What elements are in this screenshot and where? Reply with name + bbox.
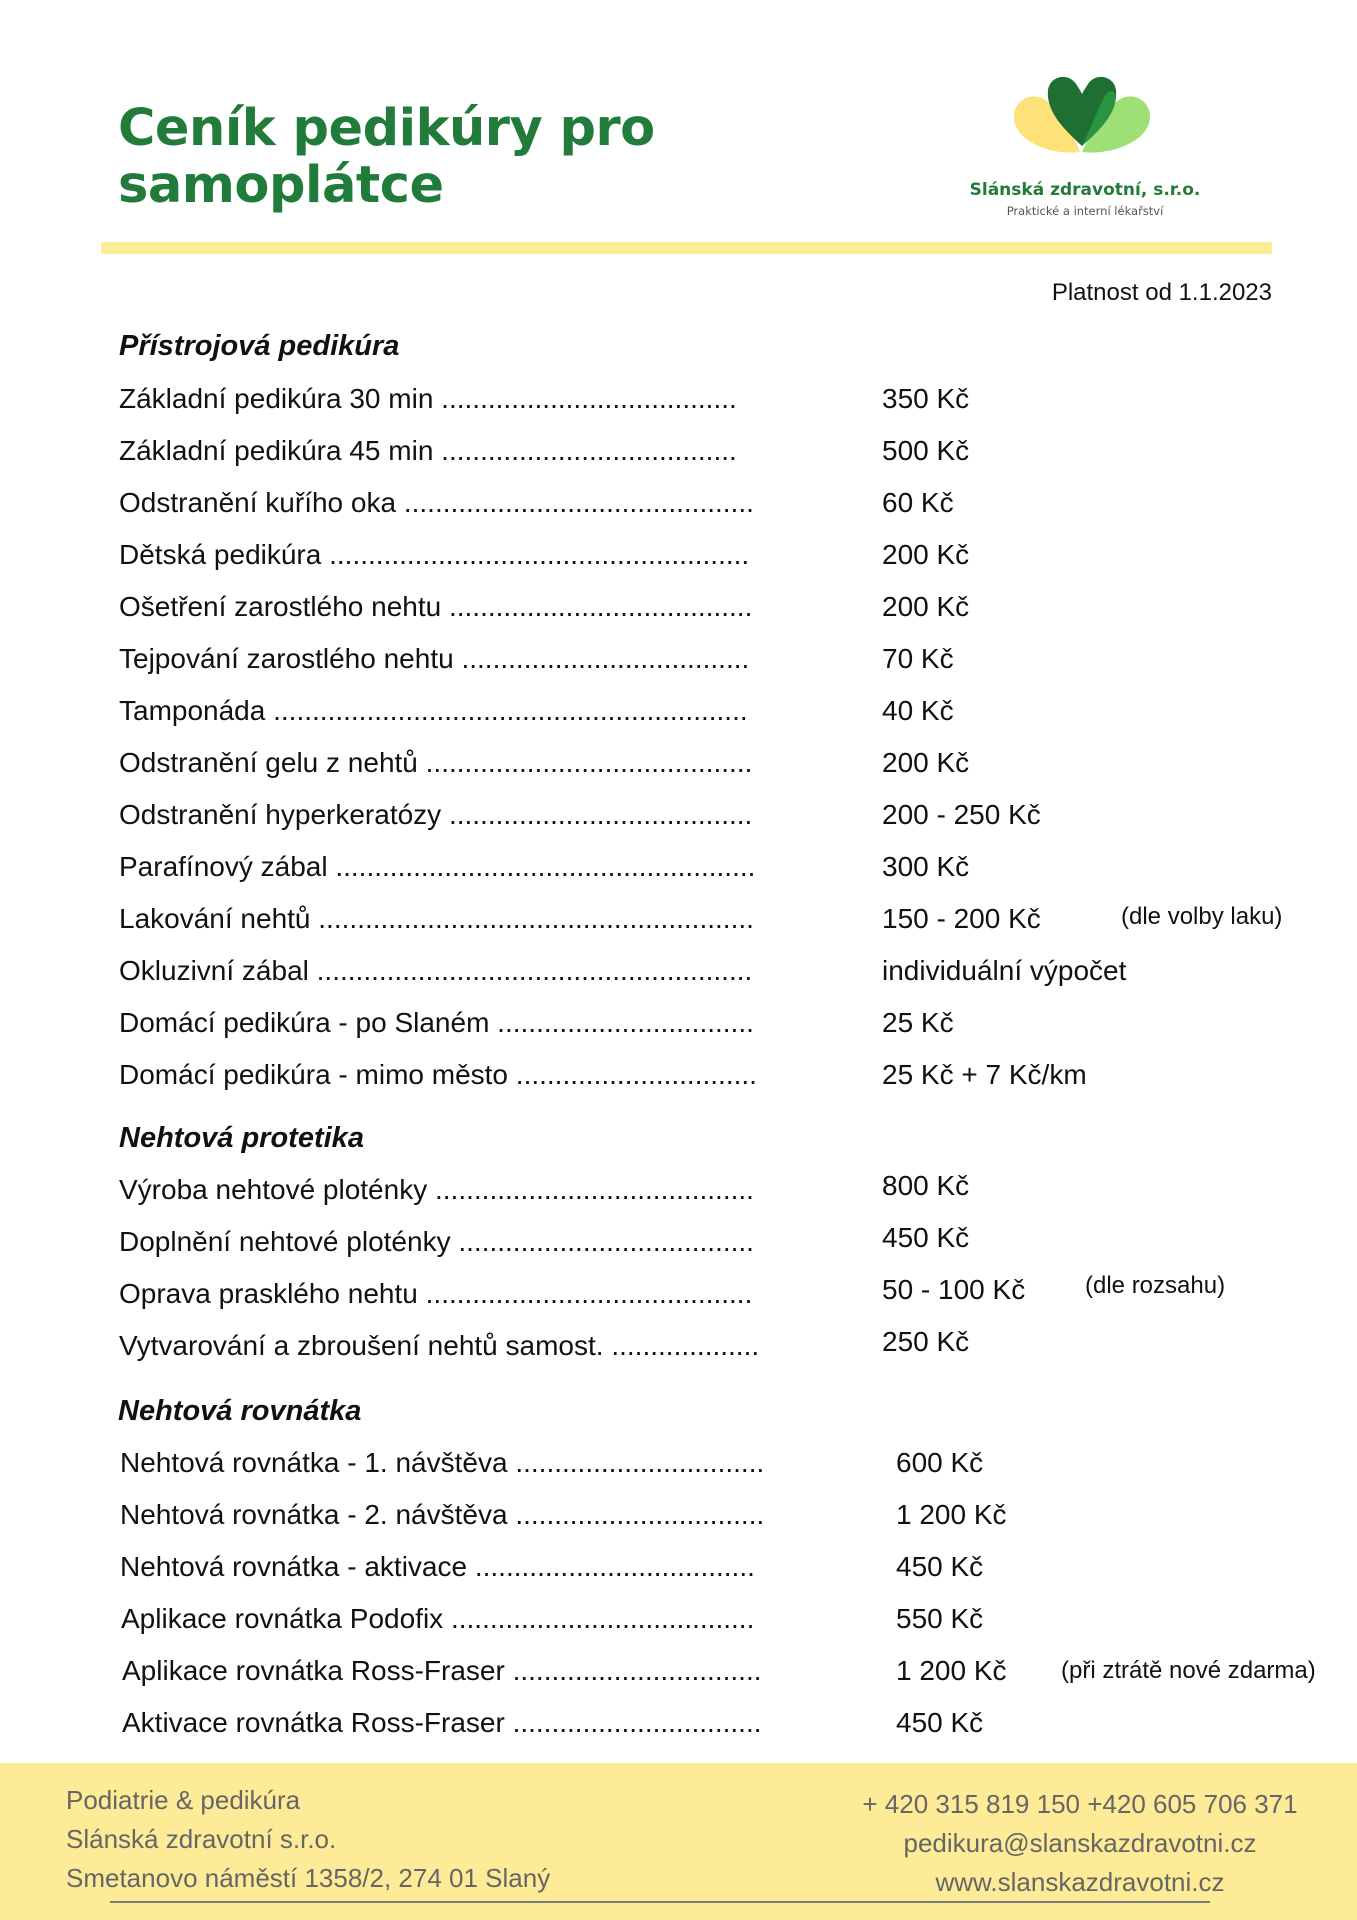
service-price: 25 Kč [882, 1007, 954, 1038]
price-note: (při ztrátě nové zdarma) [1061, 1657, 1316, 1684]
service-price: 200 Kč [882, 591, 970, 622]
header-divider [101, 242, 1272, 254]
service-label: Aplikace rovnátka Podofix ....................................... [121, 1603, 755, 1634]
footer-underline [110, 1901, 1210, 1903]
footer-department: Podiatrie & pedikúra [66, 1785, 301, 1815]
footer-email: pedikura@slanskazdravotni.cz [903, 1828, 1257, 1858]
company-logo [960, 70, 1210, 230]
service-label: Nehtová rovnátka - 2. návštěva ................................ [120, 1499, 765, 1530]
service-label: Ošetření zarostlého nehtu ....................................... [119, 591, 753, 622]
service-label: Oprava prasklého nehtu .......................................... [119, 1278, 753, 1309]
footer-address-block [66, 1781, 550, 1898]
service-price: 150 - 200 Kč [882, 903, 1041, 934]
validity-date: Platnost od 1.1.2023 [1051, 279, 1272, 306]
footer-website: www.slanskazdravotni.cz [935, 1867, 1225, 1897]
service-price: 1 200 Kč [896, 1499, 1007, 1530]
service-label: Odstranění kuřího oka ............................................. [119, 487, 754, 518]
price-note: (dle rozsahu) [1085, 1272, 1226, 1299]
service-price: 25 Kč + 7 Kč/km [882, 1059, 1087, 1090]
service-price: 1 200 Kč [896, 1655, 1007, 1686]
service-price: 40 Kč [882, 695, 954, 726]
service-label: Základní pedikúra 45 min ...................................... [119, 435, 737, 466]
page-title [118, 100, 655, 214]
footer-phones: + 420 315 819 150 +420 605 706 371 [862, 1789, 1298, 1819]
service-label: Tamponáda ............................................................. [119, 695, 748, 726]
service-label: Parafínový zábal ...................................................... [119, 851, 756, 882]
service-price: 250 Kč [882, 1326, 970, 1357]
service-label: Domácí pedikúra - po Slaném ................................. [119, 1007, 754, 1038]
service-price: 60 Kč [882, 487, 954, 518]
footer-contact-block [830, 1785, 1330, 1902]
service-label: Doplnění nehtové ploténky ...................................... [119, 1226, 754, 1257]
logo-company-name: Slánská zdravotní, s.r.o. [969, 180, 1201, 200]
service-price: 70 Kč [882, 643, 954, 674]
service-label: Nehtová rovnátka - 1. návštěva ................................ [120, 1447, 765, 1478]
service-label: Domácí pedikúra - mimo město ............................... [119, 1059, 757, 1090]
service-price: 300 Kč [882, 851, 970, 882]
service-label: Odstranění gelu z nehtů .......................................... [119, 747, 753, 778]
section-title-instrumental: Přístrojová pedikúra [119, 330, 400, 362]
service-label: Aplikace rovnátka Ross-Fraser ................................ [122, 1655, 762, 1686]
section-title-nail-braces: Nehtová rovnátka [118, 1395, 362, 1427]
price-note: (dle volby laku) [1121, 903, 1283, 930]
service-price: 550 Kč [896, 1603, 984, 1634]
service-price: 450 Kč [882, 1222, 970, 1253]
service-price: 500 Kč [882, 435, 970, 466]
service-label: Aktivace rovnátka Ross-Fraser ................................ [122, 1707, 762, 1738]
service-price: 800 Kč [882, 1170, 970, 1201]
service-price: individuální výpočet [882, 955, 1127, 986]
footer-address: Smetanovo náměstí 1358/2, 274 01 Slaný [66, 1863, 551, 1893]
title-line-2: samoplátce [118, 156, 444, 215]
service-price: 200 Kč [882, 539, 970, 570]
service-label: Vytvarování a zbroušení nehtů samost. ................... [119, 1330, 760, 1361]
service-price: 450 Kč [896, 1551, 984, 1582]
service-label: Nehtová rovnátka - aktivace .................................... [120, 1551, 755, 1582]
service-price: 50 - 100 Kč [882, 1274, 1026, 1305]
service-label: Odstranění hyperkeratózy ....................................... [119, 799, 753, 830]
footer-company: Slánská zdravotní s.r.o. [66, 1824, 337, 1854]
service-price: 350 Kč [882, 383, 970, 414]
service-label: Okluzivní zábal ........................................................ [119, 955, 753, 986]
service-price: 200 Kč [882, 747, 970, 778]
service-label: Tejpování zarostlého nehtu ..................................... [119, 643, 750, 674]
logo-subtitle: Praktické a interní lékařství [1006, 204, 1164, 218]
service-label: Lakování nehtů ........................................................ [119, 903, 754, 934]
service-label: Základní pedikúra 30 min ...................................... [119, 383, 737, 414]
title-line-1: Ceník pedikúry pro [118, 99, 655, 158]
footer [0, 1763, 1357, 1920]
heart-leaves-icon [1010, 70, 1160, 170]
service-price: 600 Kč [896, 1447, 984, 1478]
service-price: 200 - 250 Kč [882, 799, 1041, 830]
service-label: Výroba nehtové ploténky ......................................... [119, 1174, 754, 1205]
section-title-nail-prosthetics: Nehtová protetika [119, 1122, 364, 1154]
service-price: 450 Kč [896, 1707, 984, 1738]
service-label: Dětská pedikúra ...................................................... [119, 539, 750, 570]
